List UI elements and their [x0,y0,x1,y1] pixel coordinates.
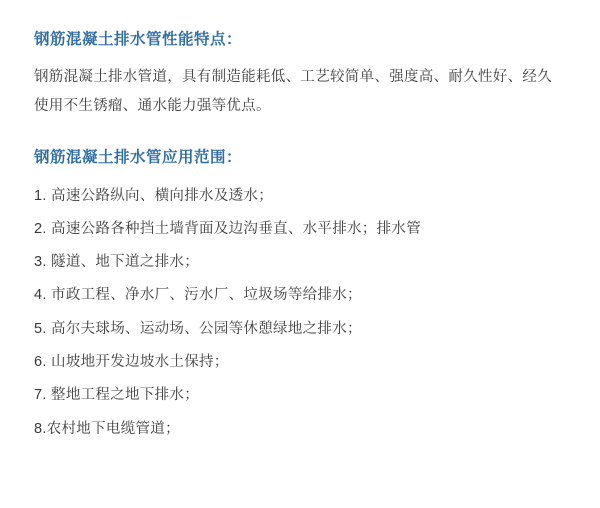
list-item: 7. 整地工程之地下排水； [34,387,200,404]
list-item: 4. 市政工程、净水厂、污水厂、垃圾场等给排水； [34,287,362,304]
section-paragraph-performance: 钢筋混凝土排水管道，具有制造能耗低、工艺较简单、强度高、耐久性好、经久使用不生锈瘤、通水能力强等优点。 [34,69,552,114]
list-item: 5. 高尔夫球场、运动场、公园等休憩绿地之排水； [34,320,362,337]
section-performance-features [34,28,566,120]
section-heading-performance: 钢筋混凝土排水管性能特点： [34,31,243,48]
list-item: 8.农村地下电缆管道； [34,420,180,437]
list-item: 2. 高速公路各种挡土墙背面及边沟垂直、水平排水；排水管 [34,220,422,237]
application-list [34,179,566,445]
list-item: 3. 隧道、地下道之排水； [34,254,200,271]
list-item: 6. 山坡地开发边坡水土保持； [34,354,229,371]
section-application-scope [34,146,566,446]
section-heading-application: 钢筋混凝土排水管应用范围： [34,148,243,166]
list-item: 1. 高速公路纵向、横向排水及透水； [34,187,274,204]
